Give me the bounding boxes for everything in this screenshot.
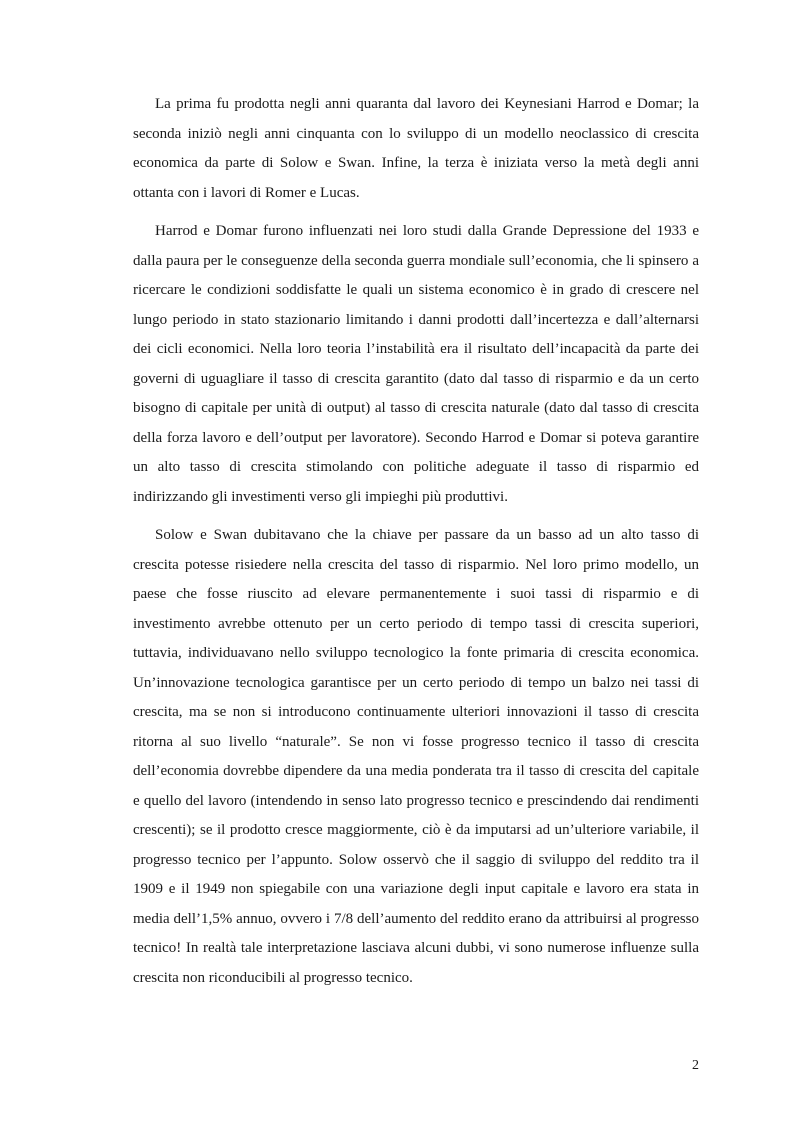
paragraph-2: Harrod e Domar furono influenzati nei loro studi dalla Grande Depressione del 1933 e dalla paura per le conseguenze della seconda guerra mondiale sull’economia, che li spinsero a ricercare le condizioni soddisfatte le quali un sistema economico è in grado di crescere nel lungo periodo in stato stazionario limitando i danni prodotti dall’incertezza e dall’alternarsi dei cicli economici. Nella loro teoria l’instabilità era il risultato dell’incapacità da parte dei governi di uguagliare il tasso di crescita garantito (dato dal tasso di risparmio e da un certo bisogno di capitale per unità di output) al tasso di crescita naturale (dato dal tasso di crescita della forza lavoro e dell’output per lavoratore). Secondo Harrod e Domar si poteva garantire un alto tasso di crescita stimolando con politiche adeguate il tasso di risparmio ed indirizzando gli investimenti verso gli impieghi più produttivi. bbox=[133, 223, 699, 505]
body-text bbox=[133, 90, 699, 1002]
paragraph-3: Solow e Swan dubitavano che la chiave per passare da un basso ad un alto tasso di crescita potesse risiedere nella crescita del tasso di risparmio. Nel loro primo modello, un paese che fosse riuscito ad elevare permanentemente i suoi tassi di risparmio e di investimento avrebbe ottenuto per un certo periodo di tempo tassi di crescita superiori, tuttavia, individuavano nello sviluppo tecnologico la fonte primaria di crescita economica. Un’innovazione tecnologica garantisce per un certo periodo di tempo un balzo nei tassi di crescita, ma se non si introducono continuamente ulteriori innovazioni il tasso di crescita ritorna al suo livello “naturale”. Se non vi fosse progresso tecnico il tasso di crescita dell’economia dovrebbe dipendere da una media ponderata tra il tasso di crescita del capitale e quello del lavoro (intendendo in senso lato progresso tecnico e prescindendo dai rendimenti crescenti); se il prodotto cresce maggiormente, ciò è da imputarsi ad un’ulteriore variabile, il progresso tecnico per l’appunto. Solow osservò che il saggio di sviluppo del reddito tra il 1909 e il 1949 non spiegabile con una variazione degli input capitale e lavoro era stata in media dell’1,5% annuo, ovvero i 7/8 dell’aumento del reddito erano da attribuirsi al progresso tecnico! In realtà tale interpretazione lasciava alcuni dubbi, vi sono numerose influenze sulla crescita non riconducibili al progresso tecnico. bbox=[133, 527, 699, 986]
paragraph-1: La prima fu prodotta negli anni quaranta dal lavoro dei Keynesiani Harrod e Domar; la seconda iniziò negli anni cinquanta con lo sviluppo di un modello neoclassico di crescita economica da parte di Solow e Swan. Infine, la terza è iniziata verso la metà degli anni ottanta con i lavori di Romer e Lucas. bbox=[133, 96, 699, 201]
page-number: 2 bbox=[692, 1058, 699, 1073]
